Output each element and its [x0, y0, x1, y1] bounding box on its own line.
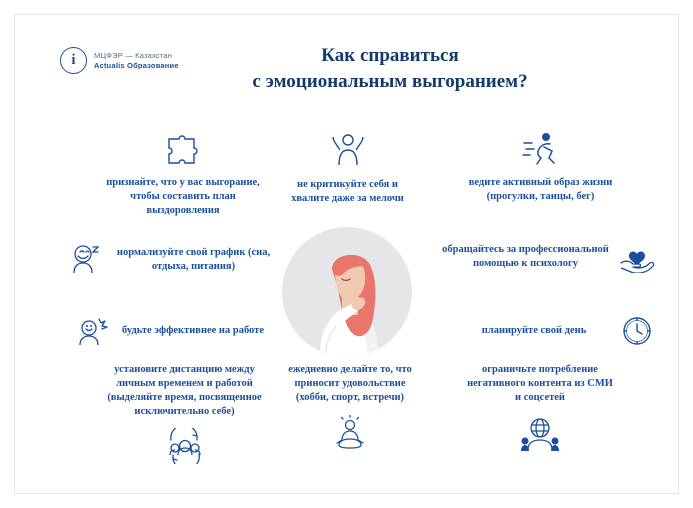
page-title-line-2: с эмоциональным выгоранием?: [252, 70, 528, 92]
clock-icon: [621, 315, 655, 347]
tip-item-8: [97, 363, 272, 464]
tip-item-10-text: ограничьте потребление негативного контента из СМИ и соцсетей: [467, 364, 613, 403]
page-title-line-1: Как справиться: [321, 45, 459, 66]
tip-item-4-text: нормализуйте свой график (сна, отдыха, питания): [116, 247, 271, 272]
tip-item-5-text: обращайтесь за профессиональной помощью к психологу: [442, 244, 609, 269]
tip-item-1: [103, 133, 263, 218]
tip-item-6-text: будьте эффективнее на работе: [122, 325, 264, 337]
tip-item-2: [280, 131, 415, 206]
tip-item-5: [440, 241, 655, 273]
tip-item-7-text: планируйте свой день: [481, 325, 587, 337]
tip-item-4: [70, 243, 275, 277]
tip-item-6: [77, 315, 267, 347]
logo-text: [94, 51, 179, 70]
tip-item-1-text: признайте, что у вас выгорание, чтобы составить план выздоровления: [106, 177, 260, 216]
tip-item-3: [463, 131, 618, 204]
tip-item-9-text: ежедневно делайте то, что приносит удовольствие (хобби, спорт, встречи): [288, 364, 412, 403]
tired-woman-illustration: [282, 227, 412, 357]
tip-item-8-text: установите дистанцию между личным временем и работой (выделяйте время, посвященное исключительно себе): [107, 364, 262, 417]
logo-line-primary: МЦФЭР — Казахстан: [94, 51, 173, 61]
meditating-person-icon: [329, 415, 371, 451]
page-title: [175, 43, 605, 94]
person-raising-hands-icon: [331, 131, 365, 167]
puzzle-piece-icon: [165, 133, 201, 167]
people-group-cycle-icon: [165, 428, 205, 464]
tip-item-7: [455, 315, 655, 347]
person-with-idea-icon: [77, 315, 111, 347]
tip-item-3-text: ведите активный образ жизни (прогулки, танцы, бег): [468, 177, 613, 202]
tip-item-10: [465, 363, 615, 453]
brand-logo: [60, 47, 179, 74]
tip-item-9: [280, 363, 420, 451]
tip-item-2-text: не критикуйте себя и хвалите даже за мелочи: [291, 179, 404, 204]
logo-mark-icon: i: [60, 47, 87, 74]
central-photo: [282, 227, 412, 357]
sleeping-person-icon: [70, 243, 104, 277]
logo-line-secondary: Actualis Образование: [94, 60, 179, 70]
globe-media-icon: [520, 415, 560, 453]
helping-hand-heart-icon: [619, 241, 655, 273]
infographic-poster: [14, 14, 679, 494]
running-person-icon: [522, 131, 560, 165]
